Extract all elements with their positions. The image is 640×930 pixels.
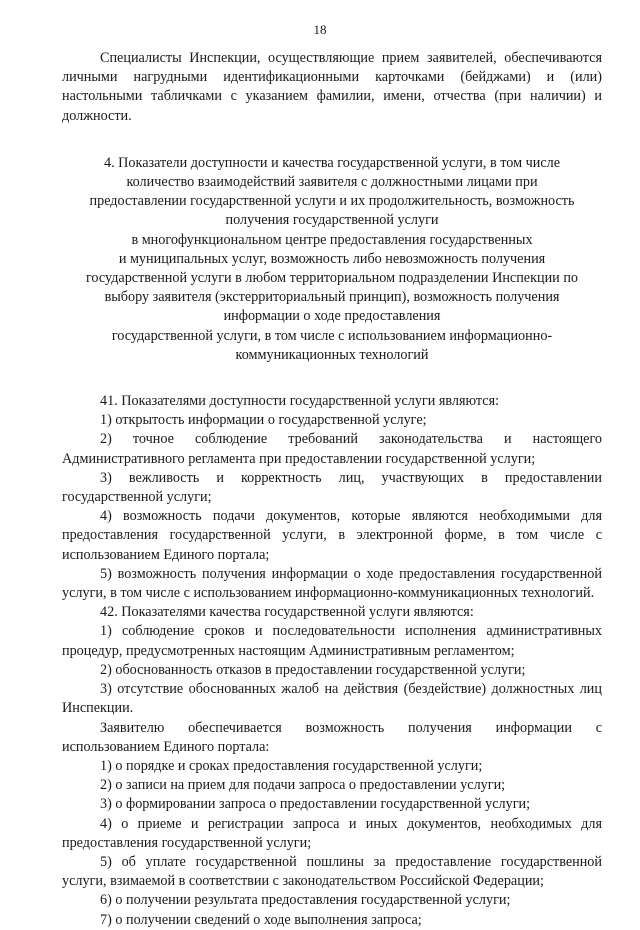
section-heading — [62, 154, 602, 365]
section-heading-line: 4. Показатели доступности и качества государственной услуги, в том числе — [103, 154, 560, 171]
portal-info-item: 3) о формировании запроса о предоставлении государственной услуги; — [100, 796, 531, 813]
section-heading-line: государственной услуги, в том числе с использованием информационно- — [111, 327, 553, 344]
section-heading-line: коммуникационных технологий — [235, 346, 429, 363]
portal-info-item: 4) о приеме и регистрации запроса и иных документов, необходимых для предоставления государственной услуги; — [62, 815, 602, 851]
clause-41-item: 1) открытость информации о государственной услуге; — [100, 412, 427, 429]
document-body — [62, 49, 602, 930]
portal-info-item: 1) о порядке и сроках предоставления государственной услуги; — [100, 757, 483, 774]
section-heading-line: количество взаимодействий заявителя с должностными лицами при — [126, 174, 538, 191]
section-heading-line: государственной услуги в любом территориальном подразделении Инспекции по — [85, 270, 579, 287]
intro-paragraph: Специалисты Инспекции, осуществляющие прием заявителей, обеспечиваются личными нагрудными идентификационными карточками (бейджами) и (или) настольными табличками с указанием фамилии, имени, отчества (при наличии) и должности. — [62, 50, 602, 124]
portal-info-item: 6) о получении результата предоставления государственной услуги; — [100, 892, 511, 909]
clause-42-item: 1) соблюдение сроков и последовательности исполнения административных процедур, предусмотренных настоящим Административным регламентом; — [62, 623, 602, 659]
portal-info-paragraph: Заявителю обеспечивается возможность получения информации с использованием Единого портала: — [62, 719, 602, 755]
portal-info-item: 2) о записи на прием для подачи запроса о предоставлении услуги; — [100, 777, 506, 794]
portal-info-item: 5) об уплате государственной пошлины за предоставление государственной услуги, взимаемой в соответствии с законодательством Российской Федерации; — [62, 853, 602, 890]
portal-info-item: 7) о получении сведений о ходе выполнения запроса; — [100, 911, 422, 928]
section-heading-line: информации о ходе предоставления — [223, 308, 441, 325]
section-heading-line: в многофункциональном центре предоставления государственных — [131, 231, 533, 248]
clause-41-item: 5) возможность получения информации о ходе предоставления государственной услуги, в том числе с использованием информационно-коммуникационных технологий. — [62, 565, 602, 602]
clause-41-item: 3) вежливость и корректность лиц, участвующих в предоставлении государственной услуги; — [62, 469, 602, 506]
section-heading-line: предоставлении государственной услуги и их продолжительность, возможность — [89, 193, 575, 210]
clause-41-item: 2) точное соблюдение требований законодательства и настоящего Административного регламента при предоставлении государственной услуги; — [62, 431, 602, 467]
clause-41-item: 4) возможность подачи документов, которые являются необходимыми для предоставления государственной услуги, в электронной форме, в том числе с использованием Единого портала; — [62, 508, 602, 563]
section-heading-line: выбору заявителя (экстерриториальный принцип), возможность получения — [104, 289, 560, 306]
clause-42-item: 2) обоснованность отказов в предоставлении государственной услуги; — [100, 661, 526, 678]
section-heading-line: и муниципальных услуг, возможность либо невозможность получения — [118, 250, 546, 267]
section-heading-line: получения государственной услуги — [225, 212, 439, 229]
clause-42-item: 3) отсутствие обоснованных жалоб на действия (бездействие) должностных лиц Инспекции. — [62, 681, 602, 717]
page-number: 18 — [313, 22, 327, 37]
clause-41: 41. Показателями доступности государственной услуги являются: — [100, 393, 500, 410]
clause-42: 42. Показателями качества государственной услуги являются: — [100, 604, 474, 621]
